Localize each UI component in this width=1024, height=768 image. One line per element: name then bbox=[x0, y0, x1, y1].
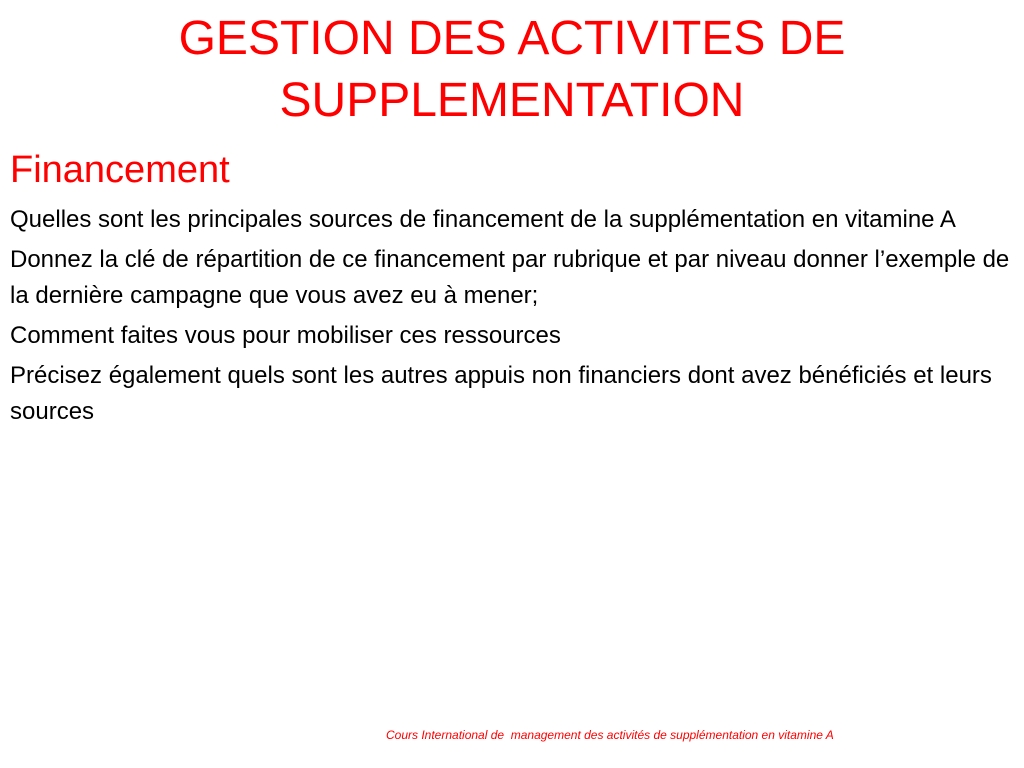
slide-title-line-1: GESTION DES ACTIVITES DE bbox=[178, 12, 846, 65]
slide-title bbox=[40, 8, 984, 132]
slide-title-line-2: SUPPLEMENTATION bbox=[279, 74, 745, 127]
content-paragraph-repartition: Donnez la clé de répartition de ce financement par rubrique et par niveau donner l’exemple de la dernière campagne que vous avez eu à mener; bbox=[10, 246, 1010, 309]
content-paragraph-sources: Quelles sont les principales sources de financement de la supplémentation en vitamine A bbox=[10, 206, 956, 233]
slide-footer: Cours International de management des activités de supplémentation en vitamine A bbox=[386, 728, 834, 742]
content-paragraph-mobilisation: Comment faites vous pour mobiliser ces ressources bbox=[10, 322, 561, 349]
content-paragraph-appuis: Précisez également quels sont les autres appuis non financiers dont avez bénéficiés et leurs sources bbox=[10, 362, 992, 425]
section-heading: Financement bbox=[10, 149, 230, 191]
content-list bbox=[10, 202, 1010, 434]
